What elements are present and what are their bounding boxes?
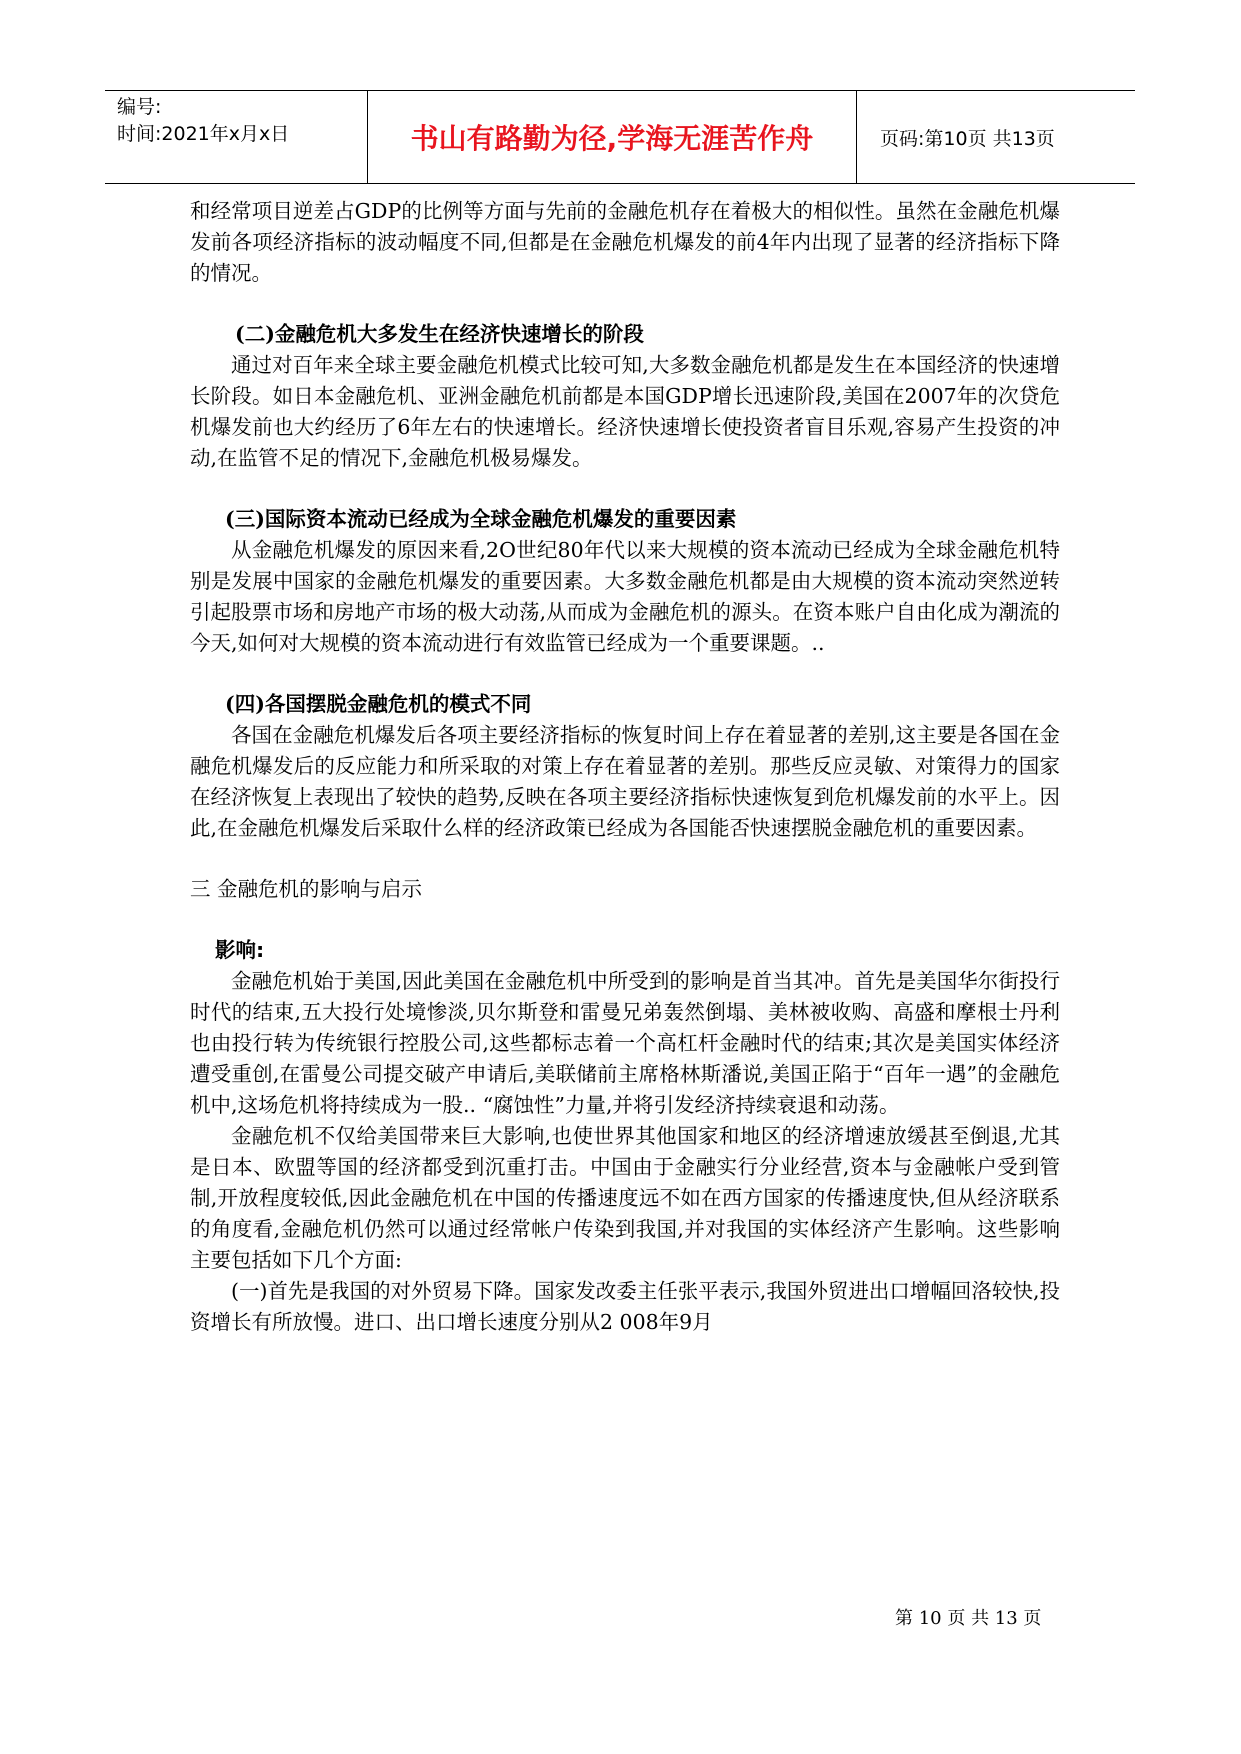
heading-section-2: (二)金融危机大多发生在经济快速增长的阶段 — [235, 322, 644, 346]
page-footer: 第 10 页 共 13 页 — [895, 1608, 1042, 1629]
paragraph: (一)首先是我国的对外贸易下降。国家发改委主任张平表示,我国外贸进出口增幅回洛较快,投资增长有所放慢。进口、出口增长速度分别从2 008年9月 — [190, 1279, 1060, 1334]
heading-chapter-3: 三 金融危机的影响与启示 — [190, 877, 423, 901]
page-header — [105, 90, 1135, 184]
header-meta — [117, 91, 372, 183]
paragraph: 从金融危机爆发的原因来看,2O世纪80年代以来大规模的资本流动已经成为全球金融危机特别是发展中国家的金融危机爆发的重要因素。大多数金融危机都是由大规模的资本流动突然逆转引起股票市场和房地产市场的极大动荡,从而成为金融危机的源头。在资本账户自由化成为潮流的今天,如何对大规模的资本流动进行有效监管已经成为一个重要课题。.. — [190, 538, 1060, 655]
number-label: 编号: — [117, 96, 162, 118]
heading-impact: 影响: — [215, 938, 265, 962]
header-page-label: 页码:第10页 共13页 — [880, 127, 1055, 150]
heading-section-3: (三)国际资本流动已经成为全球金融危机爆发的重要因素 — [225, 507, 737, 531]
time-label: 时间:2021年x月x日 — [117, 123, 290, 145]
paragraph: 各国在金融危机爆发后各项主要经济指标的恢复时间上存在着显著的差别,这主要是各国在金融危机爆发后的反应能力和所采取的对策上存在着显著的差别。那些反应灵敏、对策得力的国家在经济恢复上表现出了较快的趋势,反映在各项主要经济指标快速恢复到危机爆发前的水平上。因此,在金融危机爆发后采取什么样的经济政策已经成为各国能否快速摆脱金融危机的重要因素。 — [190, 723, 1060, 840]
header-motto: 书山有路勤为径,学海无涯苦作舟 — [367, 91, 857, 183]
document-body — [190, 196, 1060, 1338]
paragraph: 通过对百年来全球主要金融危机模式比较可知,大多数金融危机都是发生在本国经济的快速增长阶段。如日本金融危机、亚洲金融危机前都是本国GDP增长迅速阶段,美国在2007年的次贷危机爆发前也大约经历了6年左右的快速增长。经济快速增长使投资者盲目乐观,容易产生投资的冲动,在监管不足的情况下,金融危机极易爆发。 — [190, 353, 1060, 470]
paragraph: 金融危机始于美国,因此美国在金融危机中所受到的影响是首当其冲。首先是美国华尔街投行时代的结束,五大投行处境惨淡,贝尔斯登和雷曼兄弟轰然倒塌、美林被收购、高盛和摩根士丹利也由投行转为传统银行控股公司,这些都标志着一个高杠杆金融时代的结束;其次是美国实体经济遭受重创,在雷曼公司提交破产申请后,美联储前主席格林斯潘说,美国正陷于“百年一遇”的金融危机中,这场危机将持续成为一股.. “腐蚀性”力量,并将引发经济持续衰退和动荡。 — [190, 969, 1060, 1117]
paragraph: 和经常项目逆差占GDP的比例等方面与先前的金融危机存在着极大的相似性。虽然在金融危机爆发前各项经济指标的波动幅度不同,但都是在金融危机爆发的前4年内出现了显著的经济指标下降的情况。 — [190, 199, 1060, 285]
paragraph: 金融危机不仅给美国带来巨大影响,也使世界其他国家和地区的经济增速放缓甚至倒退,尤其是日本、欧盟等国的经济都受到沉重打击。中国由于金融实行分业经营,资本与金融帐户受到管制,开放程度较低,因此金融危机在中国的传播速度远不如在西方国家的传播速度快,但从经济联系的角度看,金融危机仍然可以通过经常帐户传染到我国,并对我国的实体经济产生影响。这些影响主要包括如下几个方面: — [190, 1124, 1060, 1272]
heading-section-4: (四)各国摆脱金融危机的模式不同 — [225, 692, 532, 716]
